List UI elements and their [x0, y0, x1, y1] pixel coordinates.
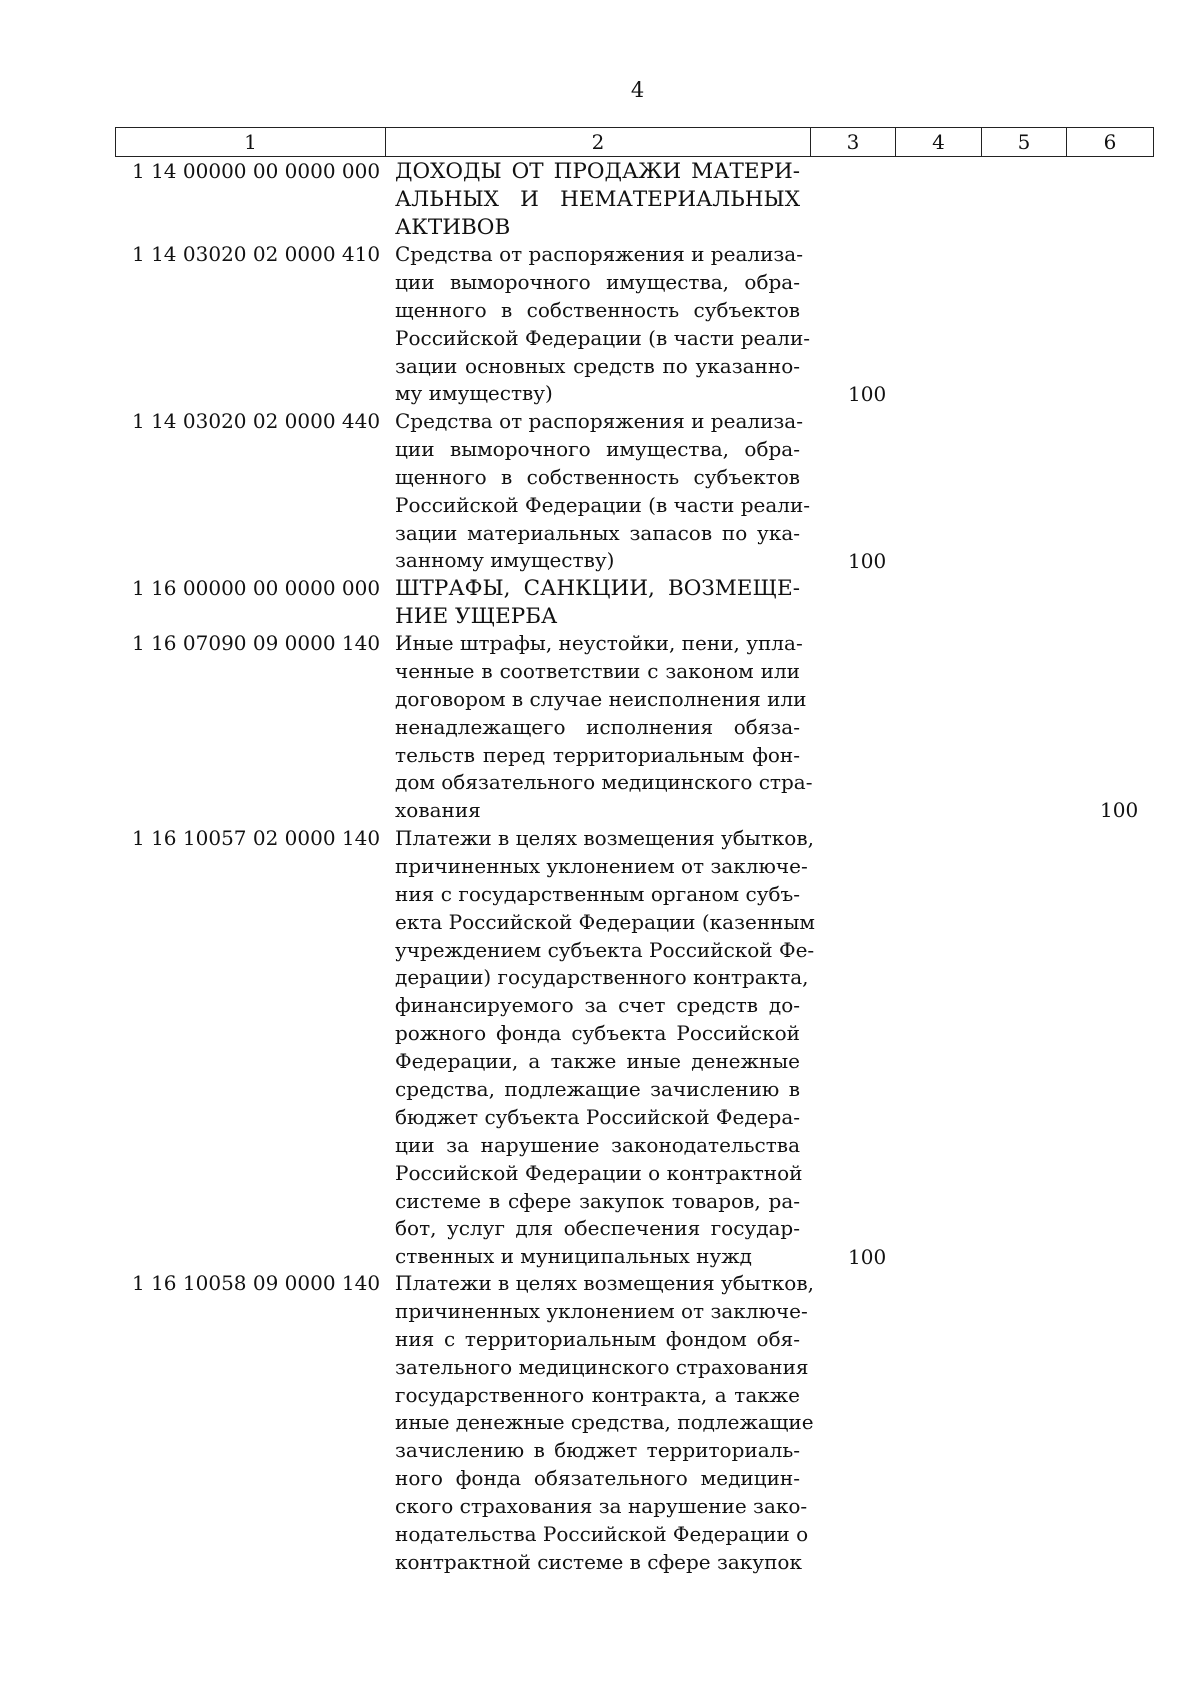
description-line: иные денежные средства, подлежащие — [395, 1410, 814, 1435]
description-line: щенного в собственность субъектов — [395, 464, 800, 489]
description-line: Федерации, а также иные денежные — [395, 1049, 800, 1074]
description-line: ственных и муниципальных нужд — [395, 1244, 752, 1269]
description-line: рожного фонда субъекта Российской — [395, 1021, 800, 1046]
description-line: финансируемого за счет средств до- — [395, 993, 800, 1018]
description-line: екта Российской Федерации (казенным — [395, 909, 815, 934]
col3-value: 100 — [848, 548, 887, 573]
col6-value: 100 — [1100, 798, 1139, 823]
description-line: ченные в соответствии с законом или — [395, 658, 800, 683]
budget-code: 1 14 00000 00 0000 000 — [132, 159, 381, 183]
description-line: ШТРАФЫ, САНКЦИИ, ВОЗМЕЩЕ- — [395, 576, 800, 601]
col3-value: 100 — [848, 1244, 887, 1269]
description-line: зачислению в бюджет территориаль- — [395, 1438, 800, 1463]
description-line: контрактной системе в сфере закупок — [395, 1549, 802, 1574]
header-col-6: 6 — [1067, 128, 1154, 157]
description-line: бот, услуг для обеспечения государ- — [395, 1216, 800, 1241]
description-line: Российской Федерации (в части реали- — [395, 325, 811, 350]
column-header-table — [115, 127, 1154, 157]
description-line: договором в случае неисполнения или — [395, 686, 807, 711]
description-line: причиненных уклонением от заключе- — [395, 853, 808, 878]
description-line: учреждением субъекта Российской Фе- — [395, 937, 815, 962]
description-line: щенного в собственность субъектов — [395, 297, 800, 322]
description-line: государственного контракта, а также — [395, 1382, 800, 1407]
description-line: Платежи в целях возмещения убытков, — [395, 826, 814, 850]
description-line: ненадлежащего исполнения обяза- — [395, 714, 800, 739]
description-line: зательного медицинского страхования — [395, 1354, 809, 1379]
income-description — [395, 408, 811, 575]
description-line: АКТИВОВ — [395, 214, 511, 240]
description-line: ния с государственным органом субъ- — [395, 881, 800, 906]
description-line: ции выморочного имущества, обра- — [395, 436, 800, 461]
income-description — [395, 825, 815, 1271]
description-line: средства, подлежащие зачислению в — [395, 1077, 800, 1102]
income-description — [395, 158, 800, 242]
description-line: ции за нарушение законодательства — [395, 1132, 800, 1157]
description-line: Средства от распоряжения и реализа- — [395, 242, 803, 266]
header-col-5: 5 — [982, 128, 1067, 157]
description-line: му имуществу) — [395, 381, 553, 406]
page-number: 4 — [630, 78, 645, 102]
description-line: Платежи в целях возмещения убытков, — [395, 1271, 814, 1295]
description-line: тельств перед территориальным фон- — [395, 742, 800, 767]
description-line: бюджет субъекта Российской Федера- — [395, 1104, 800, 1129]
description-line: зации материальных запасов по ука- — [395, 520, 800, 545]
description-line: нодательства Российской Федерации о — [395, 1522, 809, 1547]
income-description — [395, 630, 813, 825]
header-col-4: 4 — [896, 128, 982, 157]
description-line: ния с территориальным фондом обя- — [395, 1326, 800, 1351]
budget-code: 1 16 10057 02 0000 140 — [132, 826, 381, 850]
header-col-3: 3 — [811, 128, 896, 157]
description-line: Российской Федерации о контрактной — [395, 1160, 803, 1185]
description-line: ного фонда обязательного медицин- — [395, 1466, 800, 1491]
description-line: АЛЬНЫХ И НЕМАТЕРИАЛЬНЫХ — [395, 186, 800, 212]
budget-code: 1 14 03020 02 0000 410 — [132, 242, 381, 266]
description-line: причиненных уклонением от заключе- — [395, 1298, 808, 1323]
budget-code: 1 16 00000 00 0000 000 — [132, 576, 381, 600]
description-line: Средства от распоряжения и реализа- — [395, 409, 803, 433]
description-line: зации основных средств по указанно- — [395, 353, 800, 378]
header-row — [116, 128, 1154, 157]
description-line: ДОХОДЫ ОТ ПРОДАЖИ МАТЕРИ- — [395, 159, 800, 184]
income-description — [395, 1270, 814, 1577]
description-line: системе в сфере закупок товаров, ра- — [395, 1188, 800, 1213]
col3-value: 100 — [848, 381, 887, 406]
header-col-2: 2 — [386, 128, 811, 157]
income-description — [395, 575, 800, 631]
description-line: дерации) государственного контракта, — [395, 965, 809, 990]
header-col-1: 1 — [116, 128, 386, 157]
description-line: хования — [395, 798, 481, 823]
budget-code: 1 14 03020 02 0000 440 — [132, 409, 381, 433]
description-line: ции выморочного имущества, обра- — [395, 269, 800, 294]
description-line: Российской Федерации (в части реали- — [395, 492, 811, 517]
budget-code: 1 16 07090 09 0000 140 — [132, 631, 381, 655]
description-line: ского страхования за нарушение зако- — [395, 1494, 808, 1519]
description-line: дом обязательного медицинского стра- — [395, 770, 813, 795]
description-line: НИЕ УЩЕРБА — [395, 603, 558, 629]
description-line: занному имуществу) — [395, 548, 615, 573]
budget-code: 1 16 10058 09 0000 140 — [132, 1271, 381, 1295]
income-description — [395, 241, 811, 408]
description-line: Иные штрафы, неустойки, пени, упла- — [395, 631, 803, 655]
